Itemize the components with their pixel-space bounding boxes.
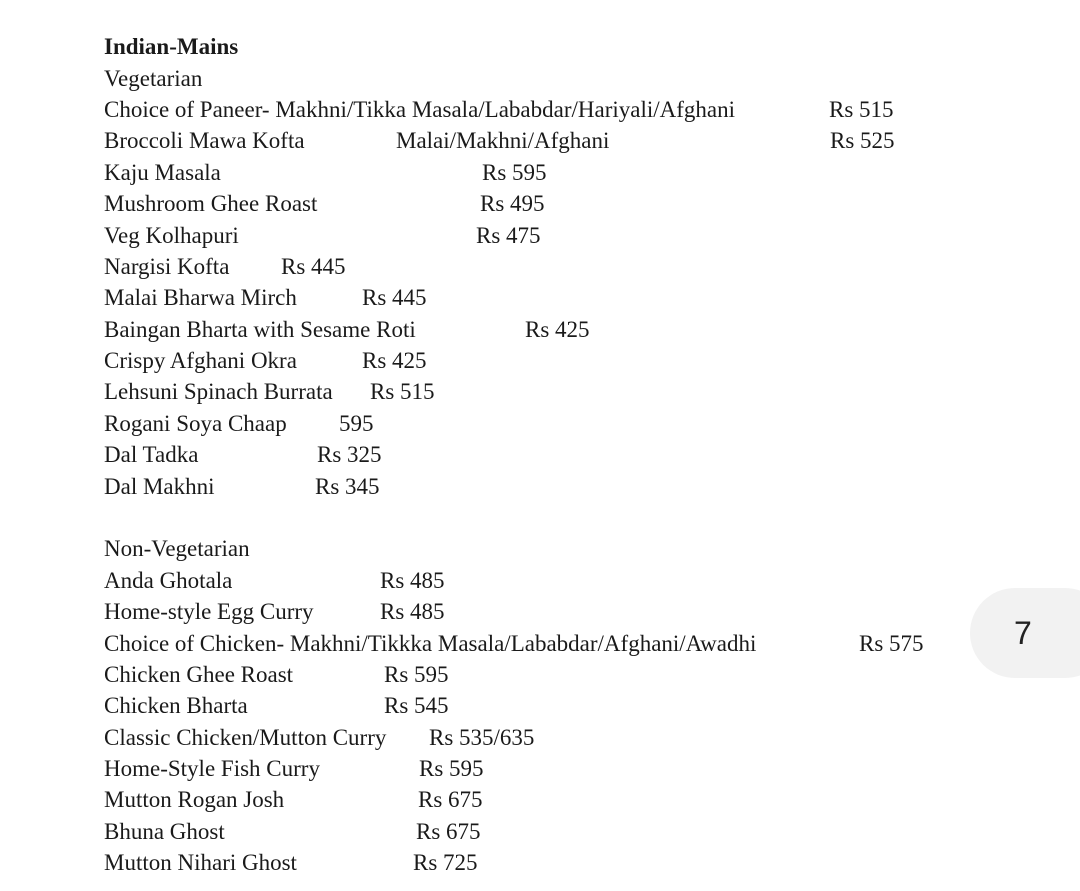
section-heading-non-vegetarian: Non-Vegetarian bbox=[104, 536, 250, 561]
menu-item-price: Rs 725 bbox=[413, 850, 478, 875]
menu-item-name: Bhuna Ghost bbox=[104, 819, 225, 844]
menu-item-name: Crispy Afghani Okra bbox=[104, 348, 297, 373]
menu-item-price: Rs 675 bbox=[418, 787, 483, 812]
menu-item-price: Rs 425 bbox=[525, 317, 590, 342]
menu-item-name: Mutton Nihari Ghost bbox=[104, 850, 297, 875]
menu-item-price: Rs 525 bbox=[830, 128, 895, 153]
page-number: 7 bbox=[1014, 615, 1032, 651]
menu-item-name: Mushroom Ghee Roast bbox=[104, 191, 318, 216]
menu-item-price: Rs 325 bbox=[317, 442, 382, 467]
menu-item-name: Baingan Bharta with Sesame Roti bbox=[104, 317, 416, 342]
menu-item-name: Mutton Rogan Josh bbox=[104, 787, 285, 812]
menu-item-name: Home-style Egg Curry bbox=[104, 599, 314, 624]
menu-item-name: Rogani Soya Chaap bbox=[104, 411, 287, 436]
menu-item-price: Rs 515 bbox=[829, 97, 894, 122]
menu-item-price: Rs 515 bbox=[370, 379, 435, 404]
menu-item-price: Rs 595 bbox=[384, 662, 449, 687]
menu-item-price: Rs 495 bbox=[480, 191, 545, 216]
menu-item-name: Lehsuni Spinach Burrata bbox=[104, 379, 333, 404]
menu-item-price: Rs 445 bbox=[362, 285, 427, 310]
menu-item-name: Classic Chicken/Mutton Curry bbox=[104, 725, 387, 750]
menu-item-price: Rs 535/635 bbox=[429, 725, 535, 750]
menu-item-name: Home-Style Fish Curry bbox=[104, 756, 320, 781]
menu-item-name: Malai Bharwa Mirch bbox=[104, 285, 297, 310]
menu-item-price: Rs 345 bbox=[315, 474, 380, 499]
menu-item-name: Dal Tadka bbox=[104, 442, 199, 467]
menu-item-price: Rs 675 bbox=[416, 819, 481, 844]
menu-item-name: Chicken Ghee Roast bbox=[104, 662, 294, 687]
menu-item-name: Broccoli Mawa Kofta bbox=[104, 128, 305, 153]
menu-item-name: Choice of Chicken- Makhni/Tikkka Masala/Lababdar/Afghani/Awadhi bbox=[104, 631, 757, 656]
menu-item-price: Rs 485 bbox=[380, 599, 445, 624]
menu-item-price: Rs 575 bbox=[859, 631, 924, 656]
menu-item-name: Nargisi Kofta bbox=[104, 254, 230, 279]
menu-item-price: Rs 485 bbox=[380, 568, 445, 593]
menu-item-variant: Malai/Makhni/Afghani bbox=[396, 128, 610, 153]
menu-item-name: Choice of Paneer- Makhni/Tikka Masala/Lababdar/Hariyali/Afghani bbox=[104, 97, 736, 122]
section-heading-vegetarian: Vegetarian bbox=[104, 66, 203, 91]
menu-item-name: Anda Ghotala bbox=[104, 568, 233, 593]
menu-item-price: Rs 595 bbox=[482, 160, 547, 185]
menu-item-price: Rs 475 bbox=[476, 223, 541, 248]
menu-item-price: Rs 595 bbox=[419, 756, 484, 781]
menu-item-name: Chicken Bharta bbox=[104, 693, 248, 718]
menu-item-price: Rs 425 bbox=[362, 348, 427, 373]
menu-item-name: Veg Kolhapuri bbox=[104, 223, 239, 248]
menu-item-name: Kaju Masala bbox=[104, 160, 221, 185]
menu-item-price: 595 bbox=[339, 411, 374, 436]
menu-item-price: Rs 545 bbox=[384, 693, 449, 718]
menu-title: Indian-Mains bbox=[104, 34, 239, 59]
menu-item-price: Rs 445 bbox=[281, 254, 346, 279]
menu-item-name: Dal Makhni bbox=[104, 474, 215, 499]
